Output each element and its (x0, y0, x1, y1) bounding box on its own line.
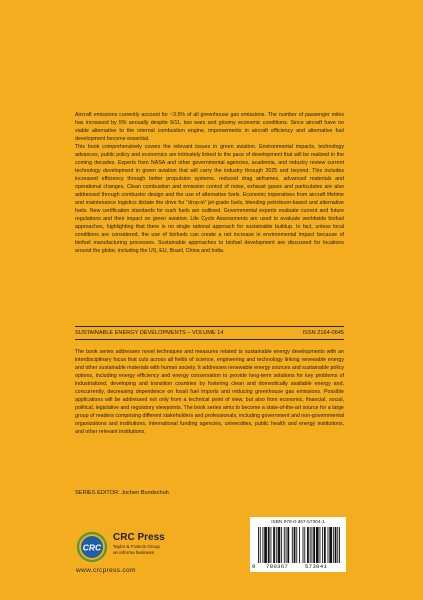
publisher-logo (76, 528, 206, 573)
barcode-bar (324, 527, 326, 563)
barcode-bar (316, 527, 319, 563)
barcode-bar (333, 527, 334, 563)
barcode-bar (294, 527, 296, 563)
barcode-bar (313, 527, 315, 563)
barcode-bar (273, 527, 275, 563)
barcode-bar (264, 527, 267, 563)
barcode-bar (276, 527, 277, 563)
barcode-bar (328, 527, 329, 563)
series-header (75, 328, 344, 338)
barcode-bar (339, 527, 340, 563)
series-editor: SERIES EDITOR: Jochen Bundschuh (75, 490, 169, 496)
publisher-informa: an informa business (113, 550, 155, 555)
crc-press-logo-icon (76, 531, 108, 563)
barcode-bar (258, 527, 259, 563)
barcode-bar (278, 527, 281, 563)
barcode-bar (281, 527, 282, 563)
barcode-bar (307, 527, 309, 563)
barcode-bar (322, 527, 323, 563)
barcode-bar (292, 527, 293, 563)
barcode-bar (287, 527, 289, 563)
barcode-right-digits: 573041 (305, 563, 328, 570)
series-rule-bottom (75, 339, 344, 340)
barcode-bar (303, 527, 304, 563)
barcode-bar (270, 527, 271, 563)
barcode-bars (258, 527, 340, 563)
publisher-group: Taylor & Francis Group (113, 544, 160, 549)
publisher-url: www.crcpress.com (76, 567, 136, 574)
series-rule-top (75, 326, 344, 327)
barcode-bar (310, 527, 311, 563)
barcode-bar (284, 527, 285, 563)
barcode-bar (286, 527, 287, 563)
barcode-bar (329, 527, 332, 563)
barcode-bar (296, 527, 297, 563)
barcode-bar (304, 527, 305, 563)
publisher-name: CRC Press (113, 532, 165, 543)
isbn-label: ISBN 978-0-367-57304-1 (271, 520, 325, 525)
blurb-paragraph-2: This book comprehensively covers the relevant issues in green aviation. Environmental impacts, technology advances, public policy and economics are intricately linked to the pace of development that will be realized in the coming decades. Experts from NASA and other governmental agencies, academia, and industry review current technology development in green aviation that will carry the industry through 2025 and beyond. This includes increased efficiency through better propulsion systems, reduced drag airframes, advanced materials and operational changes. Clean combustion and emission control of noise, exhaust gases and particulates are also addressed through combustor design and the use of alternative fuels. Economic imperatives from aircraft lifetime and maintenance logistics dictate the drive for “drop-in” jet-grade fuels, blending petroleum-based and alternative fuels. New certification standards for such fuels are outlined. Governmental experts evaluate current and future regulations and their impact on green aviation. Life Cycle Assessments are used to evaluate worldwide biofuel approaches, highlighting that there is no single rational approach for sustainable buildup. In fact, unless local conditions are considered, the use of biofuels can create a net increase in environmental impact because of biofuel manufacturing processes. Sustainable approaches to biofuel development are discussed for locations around the globe, including the US, EU, Brazil, China and India. (75, 144, 344, 254)
barcode-bar (268, 527, 270, 563)
barcode-bar (337, 527, 338, 563)
barcode-bar (260, 527, 261, 563)
isbn-barcode (250, 517, 346, 572)
barcode-left-digits: 780367 (266, 563, 289, 570)
barcode-bar (262, 527, 263, 563)
back-cover-blurb (75, 111, 344, 255)
publisher-subline (113, 544, 160, 556)
barcode-bar (320, 527, 321, 563)
barcode-bar (311, 527, 312, 563)
series-title: SUSTAINABLE ENERGY DEVELOPMENTS – VOLUME 14 (75, 330, 224, 336)
barcode-first-digit: 9 (252, 563, 256, 570)
blurb-paragraph-1: Aircraft emissions currently account for ~3.5% of all greenhouse gas emissions. The number of passenger miles has increased by 5% annually despite 9/11, two wars and gloomy economic conditions. Since aircraft have no viable alternative to the internal combustion engine, improvements in aircraft efficiency and alternative fuel development become essential. (75, 112, 344, 142)
barcode-bar (299, 527, 300, 563)
crc-logo-text: CRC (82, 542, 102, 553)
barcode-bar (335, 527, 337, 563)
series-issn: ISSN 2164-0645 (302, 330, 344, 336)
series-description: The book series addresses novel techniques and measures related to sustainable energy developments with an interdisciplinary focus that cuts across all fields of science, engineering and technology linking renewable energy and other sustainable materials with human society. It addresses renewable energy sources and sustainable policy options, including energy efficiency and energy conservation to provide long-term solutions for key problems of industrialized, developing and transition countries by fostering clean and domestically available energy and, concurrently, decreasing dependence on fossil fuel imports and reducing greenhouse gas emissions. Possible applications will be addressed not only from a technical point of view, but also from economic, financial, social, political, legislative and regulatory viewpoints. The book series aims to become a state-of-the-art source for a large group of readers comprising different stakeholders and professionals, including government and non-governmental organizations and institutions, international funding agencies, universities, public health and energy institutions, and other relevant institutions. (75, 349, 344, 435)
